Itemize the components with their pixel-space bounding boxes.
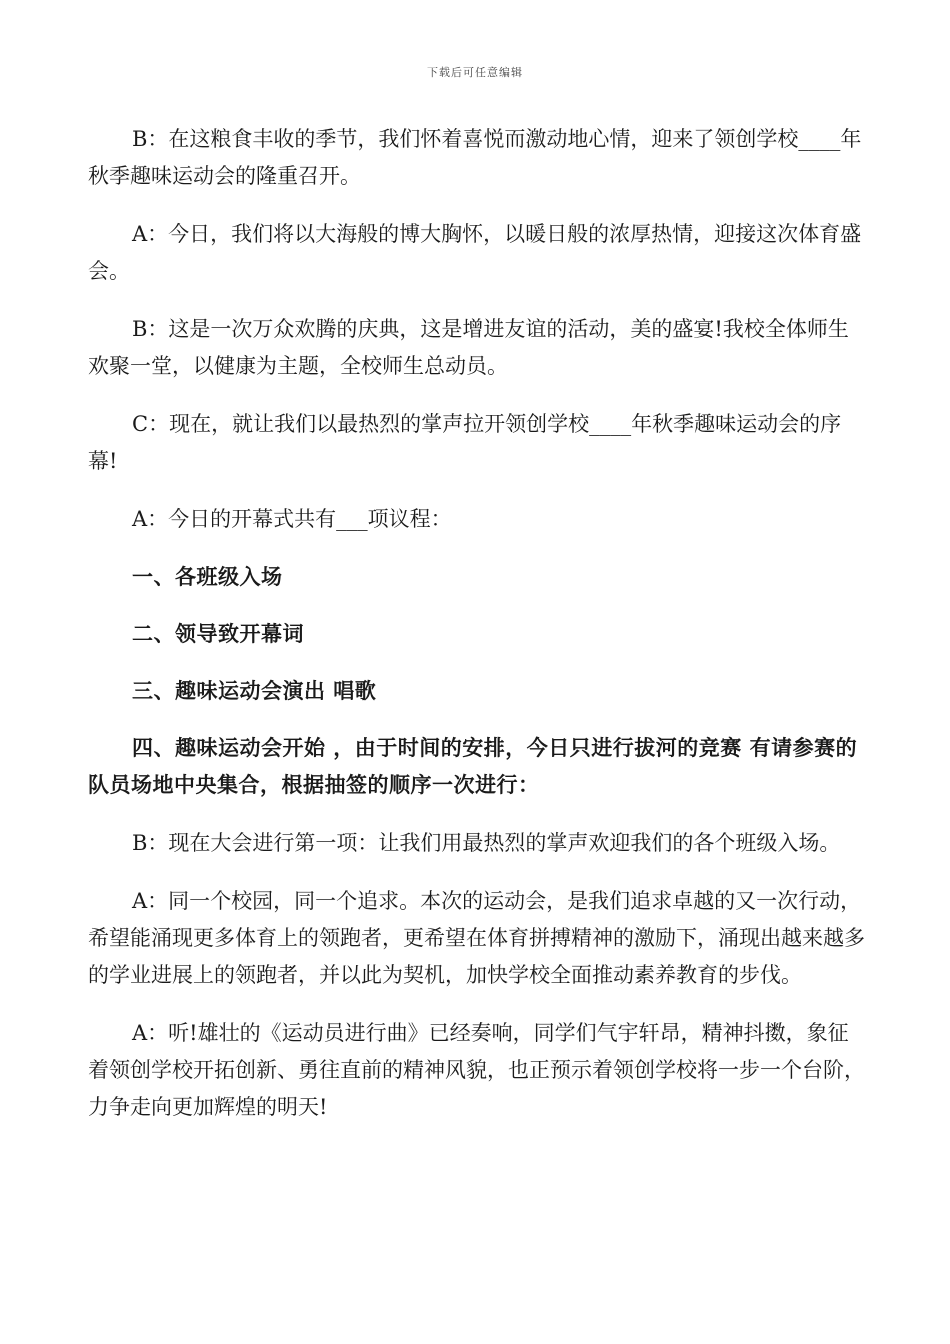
agenda-item-1: 一、各班级入场 <box>132 565 283 589</box>
agenda-item-4: 四、趣味运动会开始 ，由于时间的安排，今日只进行拔河的竞赛 有请参赛的队员场地中央集合，根据抽签的顺序一次进行： <box>88 736 858 797</box>
paragraph-a-agenda-intro: A：今日的开幕式共有___项议程： <box>132 507 452 531</box>
page-header-note: 下载后可任意编辑 <box>427 66 523 79</box>
paragraph-c-opening-call: C：现在，就让我们以最热烈的掌声拉开领创学校____年秋季趣味运动会的序幕! <box>88 412 842 473</box>
agenda-item-2: 二、领导致开幕词 <box>132 622 304 646</box>
paragraph-b-opening: B：在这粮食丰收的季节，我们怀着喜悦而激动地心情，迎来了领创学校____年秋季趣味运动会的隆重召开。 <box>88 127 862 188</box>
paragraph-a-welcome: A：今日，我们将以大海般的博大胸怀，以暖日般的浓厚热情，迎接这次体育盛会。 <box>88 222 862 283</box>
paragraph-a-march: A：听!雄壮的《运动员进行曲》已经奏响，同学们气宇轩昂，精神抖擞，象征着领创学校开拓创新、勇往直前的精神风貌，也正预示着领创学校将一步一个台阶，力争走向更加辉煌的明天! <box>88 1021 865 1119</box>
paragraph-b-celebration: B：这是一次万众欢腾的庆典，这是增进友谊的活动，美的盛宴!我校全体师生欢聚一堂，以健康为主题，全校师生总动员。 <box>88 317 849 378</box>
paragraph-b-first-item: B：现在大会进行第一项：让我们用最热烈的掌声欢迎我们的各个班级入场。 <box>132 831 841 855</box>
document-body <box>88 121 868 1147</box>
paragraph-a-campus: A：同一个校园，同一个追求。本次的运动会，是我们追求卓越的又一次行动，希望能涌现更多体育上的领跑者，更希望在体育拼搏精神的激励下，涌现出越来越多的学业进展上的领跑者，并以此为契机，加快学校全面推动素养教育的步伐。 <box>88 889 865 987</box>
agenda-item-3: 三、趣味运动会演出 唱歌 <box>132 679 377 703</box>
